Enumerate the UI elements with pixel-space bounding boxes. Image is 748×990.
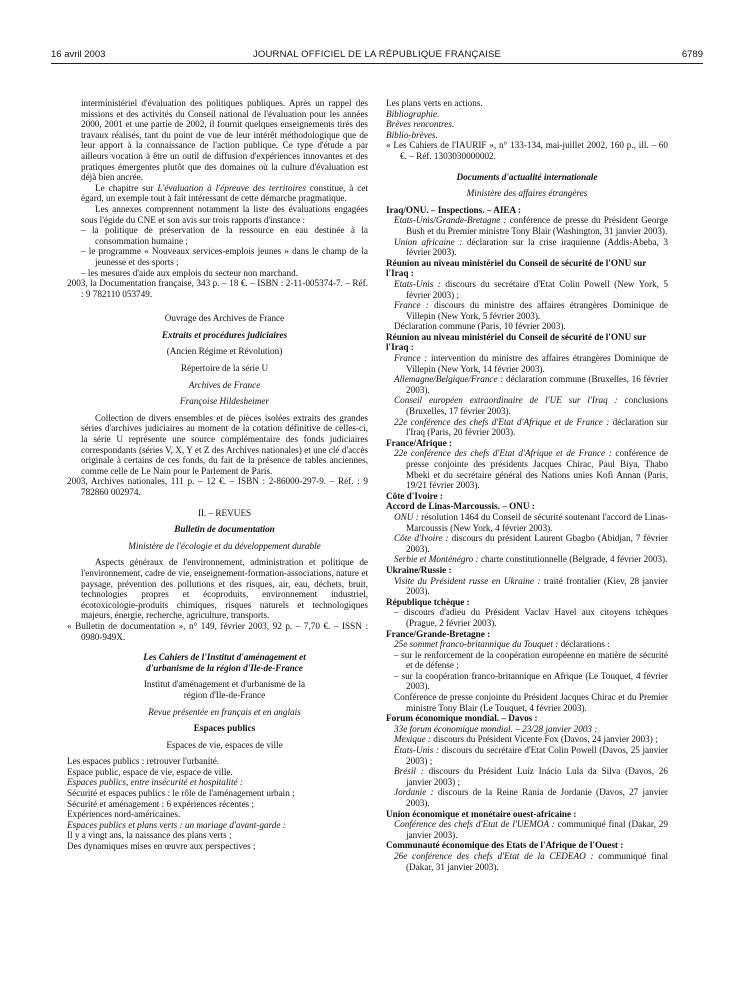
entry-heading: Iraq/ONU. – Inspections. – AIEA :: [386, 204, 522, 215]
entry-text: charte constitutionnelle (Belgrade, 4 février 2003).: [478, 554, 668, 565]
entry-text: Déclaration commune (Paris, 10 février 2003).: [394, 321, 566, 332]
entry-item: [386, 279, 668, 300]
toc-line: Les espaces publics : retrouver l'urbanité.: [67, 756, 220, 767]
entry-text: intervention du ministre des affaires étrangères Dominique de Villepin (New York, 14 février 2003).: [406, 353, 668, 374]
entry-source: Allemagne/Belgique/France :: [394, 374, 504, 385]
entry-text: discours de la Reine Rania de Jordanie (Davos, 27 janvier 2003).: [406, 787, 668, 808]
toc-line: Des dynamiques mises en œuvre aux perspectives ;: [67, 841, 256, 852]
entry-heading: Union économique et monétaire ouest-africaine :: [386, 808, 577, 819]
entry-source: Conseil européen extraordinaire de l'UE sur l'Iraq :: [394, 395, 618, 406]
entry-item: [386, 417, 668, 438]
reference: 2003, Archives nationales, 111 p. – 12 €. – ISBN : 2-86000-297-9. – Réf. : 9 782860 002974.: [67, 476, 368, 497]
toc-line: Sécurité et aménagement : 6 expériences récentes ;: [67, 798, 254, 809]
entry-item: [386, 237, 668, 258]
entry-heading: Côte d'Ivoire :: [386, 490, 443, 501]
chapitre-pre: Le chapitre sur: [95, 182, 158, 193]
institut-name: Institut d'aménagement et d'urbanisme de la région d'Ile-de-France: [143, 679, 306, 700]
section-heading: II. – REVUES: [197, 507, 252, 518]
cahiers-title: Les Cahiers de l'Institut d'aménagement et d'urbanisme de la région d'Ile-de-France: [143, 652, 306, 673]
entry-item: Conférence de presse conjointe du Président Jacques Chirac et du Premier ministre Tony Blair (Le Touquet, 4 février 2003).: [394, 692, 668, 713]
entry-source: Etats-Unis/Grande-Bretagne :: [394, 215, 507, 226]
table-of-contents: [67, 756, 368, 851]
bullet-item: – les mesures d'aide aux emplois du secteur non marchand.: [81, 267, 298, 278]
entry-heading: Communauté économique des Etats de l'Afrique de l'Ouest :: [386, 840, 624, 851]
entry-text: conclusions (Bruxelles, 17 février 2003).: [406, 395, 668, 417]
bullet-item: – le programme « Nouveaux services-emplois jeunes » dans le champ de la jeunesse et des sports ;: [81, 246, 368, 267]
entry-item: [386, 533, 668, 554]
toc-line: Brèves rencontres.: [386, 119, 455, 130]
reference: « Bulletin de documentation », n° 149, février 2003, 92 p. – 7,70 €. – ISSN : 0980-949X.: [67, 620, 368, 642]
entry-source: Conférence des chefs d'Etat de l'UEMOA :: [394, 819, 555, 830]
ancien-regime: (Ancien Régime et Révolution): [166, 346, 283, 357]
entry-item: [386, 576, 668, 597]
toc-line: Biblio-brèves.: [386, 129, 438, 140]
entry-item: – discours d'adieu du Président Vaclav Havel aux citoyens tchèques (Prague, 2 février 2003).: [394, 607, 668, 628]
entry-text: discours du président Laurent Gbagbo (Abidjan, 7 février 2003).: [406, 533, 668, 554]
entry-text: conférence de presse du Président George Bush et du Premier ministre Tony Blair (Washington, 31 janvier 2003).: [406, 215, 668, 236]
collection-paragraph: Collection de divers ensembles et de pièces isolées extraits des grandes séries d'archives judiciaires au moment de la cotation définitive de celles-ci, la série U représente une source complémentaire des fonds judiciaires correspondants (séries V, X, Y et Z des Archives nationales) et une clé d'accès originale à certains de ces fonds, du fait de la présence de tables anciennes, comme celle de Le Nain pour le Parlement de Paris.: [81, 412, 368, 476]
entry-source: Mexique :: [394, 734, 431, 745]
intro-paragraph: interministériel d'évaluation des politiques publiques. Après un rappel des missions et des activités du Conseil national de l'évaluation pour les années 2000, 2001 et une partie de 2002, il fournit quelques enseignements tirés des travaux réalisés, tant du point de vue de leur intérêt méthodologique que de leur apport à la connaissance de l'action publique. Ce type d'étude a par ailleurs vocation à être un outil de diffusion d'expériences innovantes et des pratiques émergentes plutôt que des domaines où la culture d'évaluation est déjà bien ancrée.: [81, 98, 368, 183]
entry-item: [386, 766, 668, 787]
document-list: [386, 205, 668, 872]
page-header: [51, 49, 703, 63]
extraits-title: Extraits et procédures judiciaires: [161, 329, 288, 340]
repertoire: Répertoire de la série U: [180, 363, 269, 374]
chapitre-title: L'évaluation à l'épreuve des territoires: [157, 182, 306, 193]
entry-text: discours du ministre des affaires étrangères Dominique de Villepin (New York, 5 février 2003).: [406, 300, 668, 321]
toc-line: Il y a vingt ans, la naissance des plans verts ;: [67, 830, 232, 841]
entry-text: discours du Président Luiz Inácio Lula da Silva (Davos, 26 janvier 2003) ;: [406, 766, 668, 787]
entry-item: – sur le renforcement de la coopération européenne en matière de sécurité et de défense ;: [394, 649, 668, 671]
entry-source: Etats-Unis :: [394, 745, 439, 756]
entry-item: [386, 374, 668, 395]
entry-item: [386, 512, 668, 533]
header-rule: [51, 63, 703, 64]
annexes-paragraph: Les annexes comprennent notamment la liste des évaluations engagées sous l'égide du CNE et son avis sur trois rapports d'instance :: [81, 203, 368, 225]
entry-text: déclarations :: [558, 639, 610, 650]
entry-heading: France/Grande-Bretagne :: [386, 628, 491, 639]
entry-text: discours du Président Vicente Fox (Davos, 24 janvier 2003) ;: [430, 734, 658, 745]
ministere-affaires-etrangeres: Ministère des affaires étrangères: [466, 188, 588, 199]
entry-text: discours du secrétaire d'Etat Colin Powell (Davos, 25 janvier 2003) ;: [406, 745, 668, 766]
entry-heading: Forum économique mondial. – Davos :: [386, 713, 538, 724]
entry-source: 26e conférence des chefs d'Etat de la CEDEAO :: [394, 850, 594, 861]
entry-source: 25e sommet franco-britannique du Touquet :: [394, 639, 559, 650]
espaces-subtitle: Espaces de vie, espaces de ville: [166, 739, 283, 750]
entry-source: Etats-Unis :: [394, 278, 441, 289]
table-of-contents-continued: [386, 98, 668, 140]
reference: 2003, la Documentation française, 343 p. – 18 €. – ISBN : 2-11-005374-7. – Réf. : 9 782110 053749.: [67, 278, 368, 299]
docs-title: Documents d'actualité internationale: [456, 171, 598, 182]
espaces-publics-heading: Espaces publics: [193, 723, 256, 734]
entry-item: [386, 639, 668, 650]
entry-text: résolution 1464 du Conseil de sécurité soutenant l'accord de Linas-Marcoussis (New York, 4 février 2003).: [406, 511, 668, 533]
entry-source: Union africaine :: [394, 236, 463, 247]
entry-text: déclaration sur la crise iraquienne (Addis-Abeba, 3 février 2003).: [406, 236, 668, 258]
entry-item: [386, 724, 668, 735]
journal-title: JOURNAL OFFICIEL DE LA RÉPUBLIQUE FRANÇAISE: [252, 49, 502, 60]
entry-item: [386, 353, 668, 374]
entry-text: discours du secrétaire d'Etat Colin Powell (New York, 5 février 2003) ;: [406, 278, 668, 300]
left-column: [67, 98, 368, 852]
toc-line: Expériences nord-américaines.: [67, 809, 181, 820]
aspects-paragraph: Aspects généraux de l'environnement, administration et politique de l'environnement, cadre de vie, enseignement-formation-associations, nature et paysage, prévention des pollutions et des risques, air, eau, déchets, bruit, technologies propres et écoproduits, environnement industriel, écotoxicologie-produits chimiques, risques naturels et technologiques majeurs, énergie, recherche, agriculture, transports.: [81, 557, 368, 621]
toc-line: Espaces publics, entre insécurité et hospitalité :: [67, 777, 243, 788]
archives-de-france: Archives de France: [188, 379, 261, 390]
entry-text: communiqué final (Dakar, 31 janvier 2003).: [406, 850, 669, 872]
entry-heading: Réunion au niveau ministériel du Conseil de sécurité de l'ONU sur l'Iraq :: [386, 257, 647, 279]
entry-text: conférence de presse conjointe des présidents Jacques Chirac, Paul Biya, Thabo Mbeki et du secrétaire général des Nations unies Kofi Annan (Paris, 19/21 février 2003).: [406, 448, 668, 491]
entry-item: [386, 215, 668, 236]
page-number: 6789: [681, 49, 703, 60]
ministere-ecologie: Ministère de l'écologie et du développement durable: [128, 540, 321, 551]
bullet-item: – la politique de préservation de la ressource en eau destinée à la consommation humaine ;: [81, 225, 368, 246]
reference: « Les Cahiers de l'IAURIF », n° 133-134, mai-juillet 2002, 160 p., ill. – 60 €. – Réf. 1303030000002.: [386, 140, 668, 161]
entry-item: [386, 395, 668, 416]
entry-source: France :: [394, 300, 429, 311]
ouvrage-line: Ouvrage des Archives de France: [164, 313, 285, 324]
entry-heading: France/Afrique :: [386, 437, 453, 448]
toc-line: Sécurité et espaces publics : le rôle de l'aménagement urbain ;: [67, 788, 295, 799]
entry-item: [386, 819, 668, 840]
entry-source: Serbie et Monténégro :: [394, 554, 479, 565]
entry-source: Visite du Président russe en Ukraine :: [394, 575, 541, 586]
toc-line: Bibliographie.: [386, 108, 440, 119]
entry-source: 33e forum économique mondial. – 23/28 janvier 2003 :: [394, 723, 598, 734]
entry-source: Brésil :: [394, 766, 424, 777]
entry-text: traité frontalier (Kiev, 28 janvier 2003).: [406, 575, 668, 597]
bulletin-title: Bulletin de documentation: [174, 524, 275, 535]
entry-source: Jordanie :: [394, 787, 434, 798]
header-date: 16 avril 2003: [51, 49, 106, 60]
entry-source: 22e conférence des chefs d'Etat d'Afrique et de France :: [394, 416, 610, 427]
entry-item: [386, 321, 668, 332]
right-column: [386, 98, 668, 872]
toc-line: Les plans verts en actions.: [386, 98, 483, 108]
toc-line: Espaces publics et plans verts : un mariage d'avant-garde :: [67, 819, 286, 830]
author: Françoise Hildesheimer: [179, 396, 270, 407]
entry-heading: Réunion au niveau ministériel du Conseil de sécurité de l'ONU sur l'Iraq :: [386, 331, 647, 353]
entry-item: [386, 734, 668, 745]
entry-heading: République tchèque :: [386, 596, 470, 607]
entry-source: Côte d'Ivoire :: [394, 533, 449, 544]
entry-item: [386, 745, 668, 766]
entry-item: [386, 851, 668, 872]
entry-text: déclaration commune (Bruxelles, 16 février 2003).: [406, 374, 669, 395]
entry-text: communiqué final (Dakar, 29 janvier 2003).: [406, 819, 668, 840]
revue-line: Revue présentée en français et en anglais: [148, 706, 301, 717]
entry-item: [386, 300, 668, 321]
entry-source: ONU :: [394, 511, 419, 522]
entry-heading: Ukraine/Russie :: [386, 564, 452, 575]
chapitre-paragraph: [81, 183, 368, 204]
entry-source: France :: [394, 353, 428, 364]
entry-item: [386, 554, 668, 565]
entry-item: [386, 448, 668, 490]
entry-item: – sur la coopération franco-britannique en Afrique (Le Touquet, 4 février 2003).: [394, 670, 668, 692]
toc-line: Espace public, espace de vie, espace de ville.: [67, 766, 233, 777]
entry-item: [386, 787, 668, 808]
entry-source: 22e conférence des chefs d'Etat d'Afrique et de France :: [394, 448, 612, 459]
entry-heading: Accord de Linas-Marcoussis. – ONU :: [386, 501, 535, 512]
entry-text: déclaration sur l'Iraq (Paris, 20 février 2003).: [406, 416, 668, 438]
chapitre-post: constitue, à cet égard, un exemple tout à fait intéressant de cette démarche pragmatique.: [81, 182, 368, 204]
